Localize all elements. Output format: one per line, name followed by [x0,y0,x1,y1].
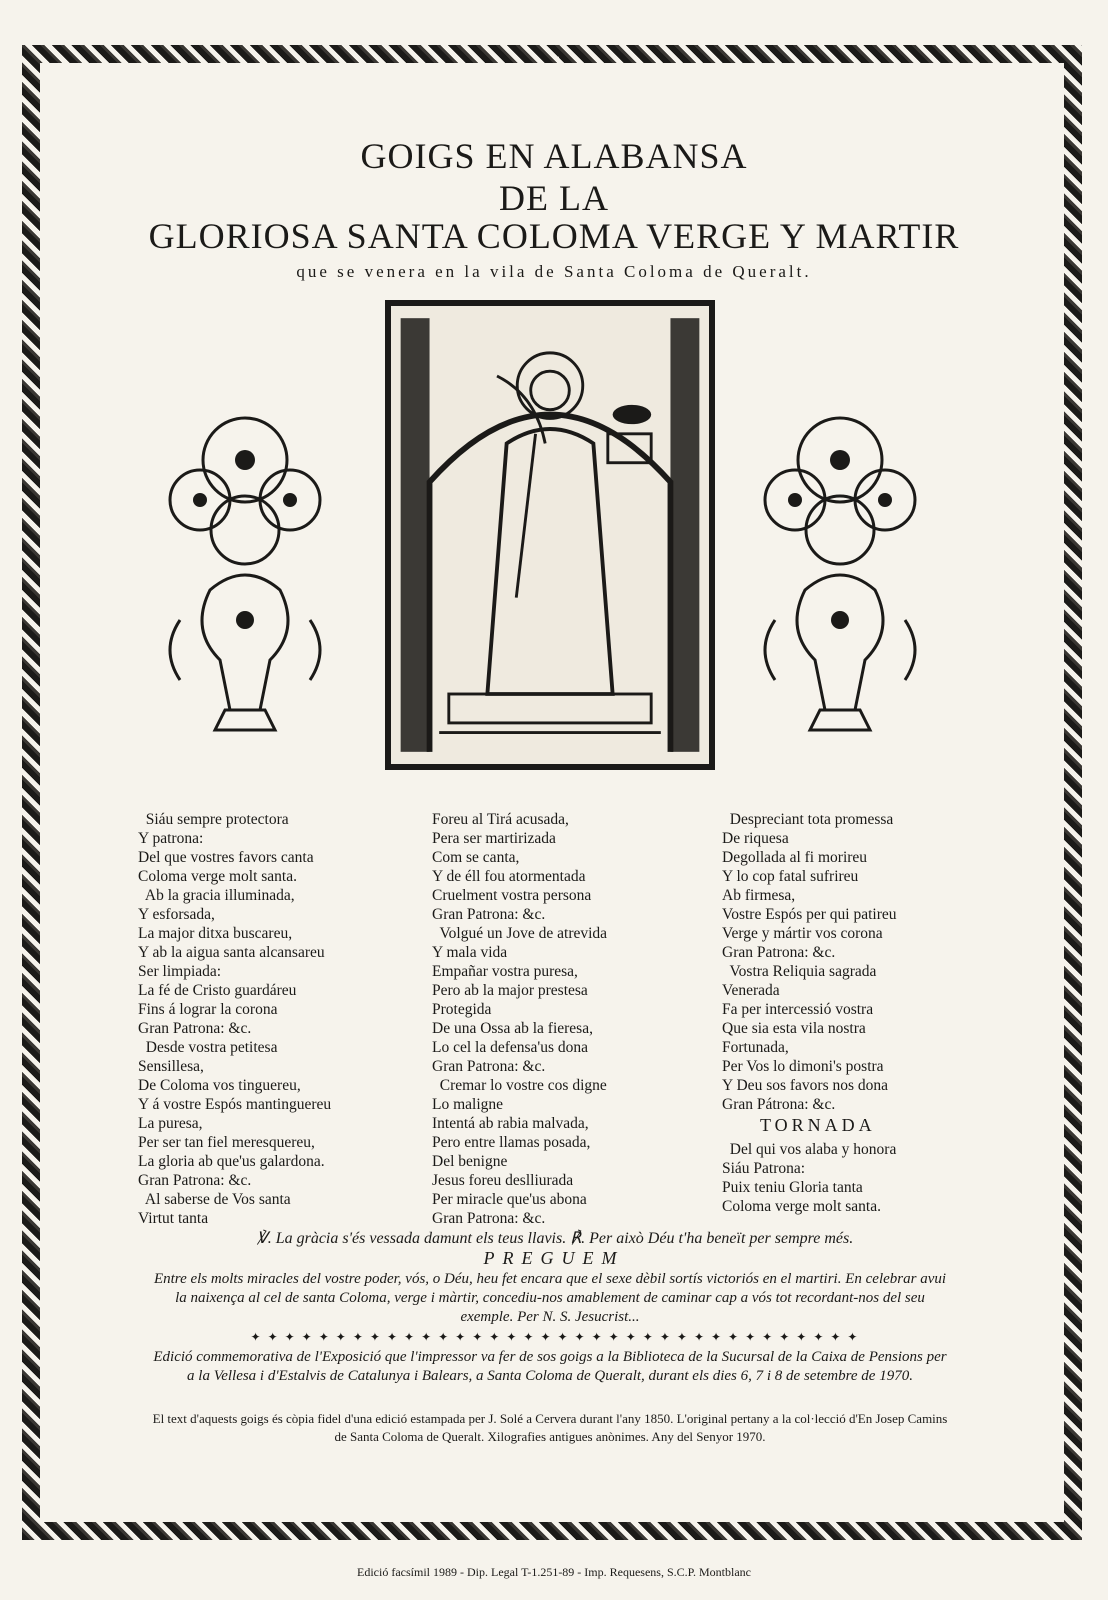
source-note: El text d'aquests goigs és còpia fidel d'una edició estampada per J. Solé a Cervera durant l'any 1850. L'original pertany a la col·lecció d'En Josep Camins de Santa Coloma de Queralt. Xilografies antigues anònimes. Any del Senyor 1970. [152,1411,948,1444]
tornada-heading: TORNADA [760,1115,876,1135]
facsimile-footer: Edició facsímil 1989 - Dip. Legal T-1.251-89 - Imp. Requesens, S.C.P. Montblanc [357,1565,751,1579]
verse-column-2: Foreu al Tirá acusada, Pera ser martirizada Com se canta, Y de éll fou atormentada Cruelment vostra persona Gran Patrona: &c. Volgué un Jove de atrevida Y mala vida Empañar vostra puresa, Pero ab la major prestesa Protegida De una Ossa ab la fieresa, Lo cel la defensa'us dona Gran Patrona: &c. Cremar lo vostre cos digne Lo maligne Intentá ab rabia malvada, Pero entre llamas posada, Del benigne Jesus foreu deslliurada Per miracle que'us abona Gran Patrona: &c. [432,811,608,1227]
prayer-text: Entre els molts miracles del vostre poder, vós, o Déu, heu fet encara que el sexe dèbil sortís victoriós en el martiri. En celebrar avui la naixença al cel de santa Coloma, verge i màrtir, concediu-nos amablement de caminar cap a vós tot recordant-nos del seu exemple. Per N. S. Jesucrist... [153,1271,947,1325]
subtitle: que se venera en la vila de Santa Coloma de Queralt. [296,262,812,281]
title-line-2: DE LA [499,178,609,218]
verse-column-1: Siáu sempre protectora Y patrona: Del que vostres favors canta Coloma verge molt santa. Ab la gracia illuminada, Y esforsada, La major ditxa buscareu, Y ab la aigua santa alcansareu Ser limpiada: La fé de Cristo guardáreu Fins á lograr la corona Gran Patrona: &c. Desde vostra petitesa Sensillesa, De Coloma vos tinguereu, Y á vostre Espós mantinguereu La puresa, Per ser tan fiel meresquereu, La gloria ab que'us galardona. Gran Patrona: &c. Al saberse de Vos santa Virtut tanta [138,811,332,1227]
edition-note: Edició commemorativa de l'Exposició que l'impressor va fer de sos goigs a la Biblioteca de la Sucursal de la Caixa de Pensions per a la Vellesa i d'Estalvis de Catalunya i Balears, a Santa Coloma de Queralt, durant els dies 6, 7 i 8 de setembre de 1970. [153,1349,947,1384]
flower-vase-right-icon [745,390,935,765]
saint-woodcut-image [385,300,715,770]
title-line-3: GLORIOSA SANTA COLOMA VERGE Y MARTIR [148,216,960,256]
verse-column-3: Despreciant tota promessa De riquesa Degollada al fi morireu Y lo cop fatal sufrireu Ab firmesa, Vostre Espós per qui patireu Verge y mártir vos corona Gran Patrona: &c. Vostra Reliquia sagrada Venerada Fa per intercessió vostra Que sia esta vila nostra Fortunada, Per Vos lo dimoni's postra Y Deu sos favors nos dona Gran Pátrona: &c. [722,811,897,1113]
versicle-response: ℣. La gràcia s'és vessada damunt els teus llavis. ℟. Per això Déu t'ha beneït per sempre més. [256,1230,854,1247]
ornament-separator: ✦ ✦ ✦ ✦ ✦ ✦ ✦ ✦ ✦ ✦ ✦ ✦ ✦ ✦ ✦ ✦ ✦ ✦ ✦ ✦ ✦ ✦ ✦ ✦ ✦ ✦ ✦ ✦ ✦ ✦ ✦ ✦ ✦ ✦ ✦ ✦ [250,1330,860,1344]
preguem-heading: PREGUEM [483,1248,625,1268]
title-line-1: GOIGS EN ALABANSA [360,136,748,176]
tornada-text: Del qui vos alaba y honora Siáu Patrona: Puix teniu Gloria tanta Coloma verge molt santa. [722,1141,897,1215]
flower-vase-left-icon [150,390,340,765]
